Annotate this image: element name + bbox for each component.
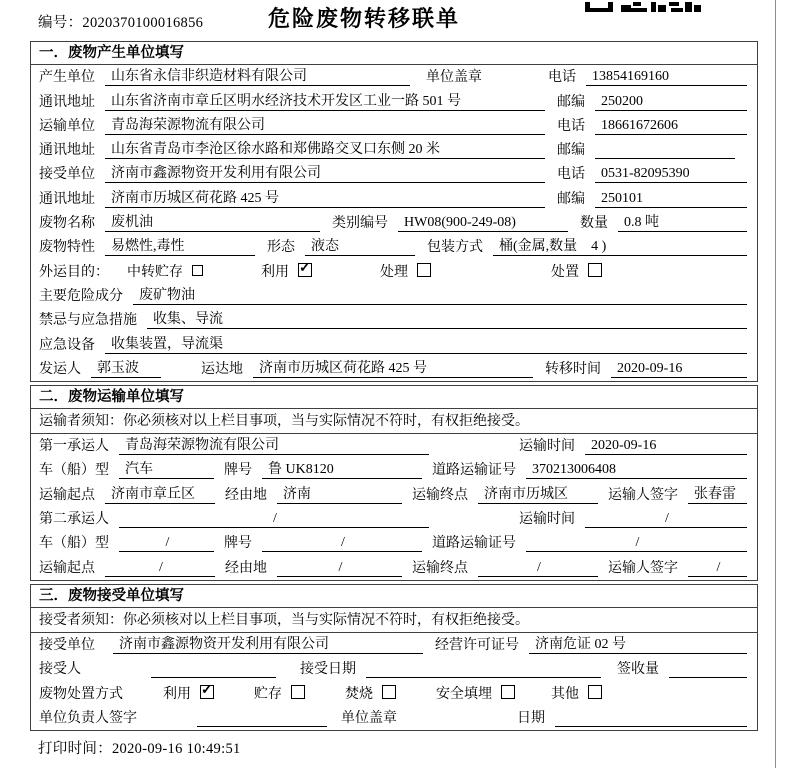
form-row <box>31 308 757 332</box>
transfer-date-label: 转移时间 <box>545 361 601 377</box>
producer-zip-value: 250200 <box>595 93 747 111</box>
received-qty-value <box>669 660 747 678</box>
second-carrier-value: / <box>119 510 429 528</box>
second-origin-value: / <box>105 559 215 577</box>
receiver-seal-label: 单位盖章 <box>341 710 397 726</box>
first-terminus-label: 运输终点 <box>412 487 468 503</box>
second-carrier-sign-value: / <box>688 559 747 577</box>
license-label: 经营许可证号 <box>435 637 519 653</box>
accept-date-label: 接受日期 <box>300 662 356 678</box>
section-producer <box>30 41 758 382</box>
document-number-label: 编号： <box>38 15 83 31</box>
form-row <box>31 235 757 259</box>
unit-seal-label: 单位盖章 <box>426 70 482 86</box>
checkbox-store-box <box>291 685 305 699</box>
first-origin-value: 济南市章丘区 <box>105 486 215 504</box>
disposal-method-label: 废物处置方式 <box>39 686 123 702</box>
transporter-unit-label: 运输单位 <box>39 118 95 134</box>
form-row <box>31 89 757 113</box>
receiver-phone-label: 电话 <box>557 167 585 183</box>
transfer-date-value: 2020-09-16 <box>611 360 747 378</box>
emergency-measures-label: 禁忌与应急措施 <box>39 313 137 329</box>
first-carrier-label: 第一承运人 <box>39 439 109 455</box>
section-title-receiver: 三．废物接受单位填写 <box>31 585 757 608</box>
print-time-label: 打印时间： <box>38 740 112 757</box>
acceptor-value <box>151 660 276 678</box>
checkbox-incinerate-box <box>382 685 396 699</box>
producer-address-label: 通讯地址 <box>39 94 95 110</box>
hazard-component-label: 主要危险成分 <box>39 288 123 304</box>
checkbox-dispose-label: 处置 <box>551 264 579 280</box>
emergency-measures-value: 收集、导流 <box>147 311 747 329</box>
receiver-address-value: 济南市历城区荷花路 425 号 <box>105 190 545 208</box>
consignor-value: 郭玉波 <box>91 360 161 378</box>
first-terminus-value: 济南市历城区 <box>478 486 598 504</box>
checkbox-treat-box <box>417 263 431 277</box>
receiver-address-label: 通讯地址 <box>39 191 95 207</box>
checkbox-utilize-disposal-box <box>200 685 214 699</box>
first-vehicle-type-label: 车（船）型 <box>39 463 109 479</box>
date-value <box>555 709 747 727</box>
form-row <box>31 633 757 657</box>
quantity-value: 0.8 吨 <box>618 214 747 232</box>
checkbox-treat-label: 处理 <box>380 264 408 280</box>
category-code-label: 类别编号 <box>332 216 388 232</box>
accept-unit-value: 济南市鑫源物资开发利用有限公司 <box>113 636 423 654</box>
form-row <box>31 284 757 308</box>
producer-unit-label: 产生单位 <box>39 70 95 86</box>
print-time <box>38 737 796 758</box>
form-row <box>31 657 757 681</box>
checkbox-store-label: 贮存 <box>254 686 282 702</box>
section-receiver <box>30 584 758 731</box>
receiver-unit-label: 接受单位 <box>39 167 95 183</box>
checkbox-landfill <box>436 683 515 703</box>
quantity-label: 数量 <box>580 216 608 232</box>
section-notice-receiver: 接受者须知：你必须核对以上栏目事项，当与实际情况不符时，有权拒绝接受。 <box>31 608 757 633</box>
second-vehicle-type-value: / <box>119 534 214 552</box>
section-title-producer: 一．废物产生单位填写 <box>31 42 757 65</box>
checkbox-other-box <box>588 685 602 699</box>
checkbox-other <box>551 683 602 703</box>
second-carrier-sign-label: 运输人签字 <box>608 560 678 576</box>
form-row <box>31 555 757 579</box>
checkbox-incinerate-label: 焚烧 <box>345 686 373 702</box>
checkbox-utilize <box>261 261 312 281</box>
page-edge-line <box>775 0 776 768</box>
responsible-sign-label: 单位负责人签字 <box>39 710 137 726</box>
checkbox-store <box>254 683 305 703</box>
receiver-zip-value: 250101 <box>595 190 747 208</box>
transfer-purpose-label: 外运目的： <box>39 264 109 280</box>
document-number-value: 2020370100016856 <box>82 15 204 31</box>
checkbox-dispose-box <box>588 263 602 277</box>
form-row <box>31 507 757 531</box>
checkbox-landfill-label: 安全填埋 <box>436 686 492 702</box>
waste-property-label: 废物特性 <box>39 240 95 256</box>
form-row <box>31 681 757 705</box>
first-plate-value: 鲁 UK8120 <box>262 461 422 479</box>
packaging-label: 包装方式 <box>427 240 483 256</box>
form-row <box>31 482 757 506</box>
section-notice-transporter: 运输者须知：你必须核对以上栏目事项，当与实际情况不符时，有权拒绝接受。 <box>31 409 757 434</box>
first-plate-label: 牌号 <box>224 463 252 479</box>
packaging-value: 桶(金属,数量 4 ) <box>493 238 747 256</box>
receiver-unit-value: 济南市鑫源物资开发利用有限公司 <box>105 165 545 183</box>
checkbox-transit-storage-box <box>192 265 203 276</box>
producer-unit-value: 山东省永信非织造材料有限公司 <box>105 68 410 86</box>
form-row <box>31 211 757 235</box>
transporter-zip-value <box>595 141 735 159</box>
transporter-address-value: 山东省青岛市李沧区徐水路和郑佛路交叉口东侧 20 米 <box>105 141 545 159</box>
form-row <box>31 531 757 555</box>
checkbox-dispose <box>551 261 602 281</box>
second-vehicle-type-label: 车（船）型 <box>39 536 109 552</box>
emergency-equipment-label: 应急设备 <box>39 337 95 353</box>
first-via-value: 济南 <box>277 486 402 504</box>
producer-zip-label: 邮编 <box>557 94 585 110</box>
form-row <box>31 706 757 730</box>
second-carrier-label: 第二承运人 <box>39 512 109 528</box>
checkbox-landfill-box <box>501 685 515 699</box>
second-origin-label: 运输起点 <box>39 560 95 576</box>
checkbox-transit-storage-label: 中转贮存 <box>127 264 183 280</box>
form-row <box>31 332 757 356</box>
second-via-value: / <box>277 559 402 577</box>
form-row <box>31 458 757 482</box>
consignor-label: 发运人 <box>39 361 81 377</box>
checkbox-utilize-label: 利用 <box>261 264 289 280</box>
second-terminus-label: 运输终点 <box>412 560 468 576</box>
hazard-component-value: 废矿物油 <box>133 287 747 305</box>
transporter-address-label: 通讯地址 <box>39 143 95 159</box>
waste-name-value: 废机油 <box>105 214 320 232</box>
form-value: 液态 <box>305 238 415 256</box>
checkbox-utilize-disposal-label: 利用 <box>163 686 191 702</box>
category-code-value: HW08(900-249-08) <box>398 214 568 232</box>
date-label: 日期 <box>517 710 545 726</box>
checkbox-treat <box>380 261 431 281</box>
second-road-permit-value: / <box>526 534 747 552</box>
document-header <box>0 0 796 38</box>
form-row <box>31 434 757 458</box>
producer-phone-label: 电话 <box>548 70 576 86</box>
form-row <box>31 357 757 381</box>
first-carrier-value: 青岛海荣源物流有限公司 <box>119 437 429 455</box>
section-title-transporter: 二．废物运输单位填写 <box>31 386 757 409</box>
transporter-phone-value: 18661672606 <box>595 117 747 135</box>
first-road-permit-value: 370213006408 <box>526 461 747 479</box>
first-vehicle-type-value: 汽车 <box>119 461 214 479</box>
form-row <box>31 162 757 186</box>
form-row <box>31 259 757 283</box>
waste-property-value: 易燃性,毒性 <box>105 238 255 256</box>
transporter-unit-value: 青岛海荣源物流有限公司 <box>105 117 545 135</box>
checkbox-utilize-disposal <box>163 683 214 703</box>
form-label: 形态 <box>267 240 295 256</box>
responsible-sign-value <box>197 709 327 727</box>
form-row <box>31 114 757 138</box>
first-transport-date-value: 2020-09-16 <box>585 437 747 455</box>
destination-label: 运达地 <box>201 361 243 377</box>
first-carrier-sign-label: 运输人签字 <box>608 487 678 503</box>
acceptor-label: 接受人 <box>39 662 81 678</box>
page-title: 危险废物转移联单 <box>267 6 460 31</box>
checkbox-transit-storage <box>127 261 203 281</box>
print-time-value: 2020-09-16 10:49:51 <box>112 740 241 757</box>
checkbox-incinerate <box>345 683 396 703</box>
received-qty-label: 签收量 <box>617 662 659 678</box>
qr-code-partial-icon <box>585 0 701 18</box>
first-road-permit-label: 道路运输证号 <box>432 463 516 479</box>
accept-unit-label: 接受单位 <box>39 637 95 653</box>
producer-address-value: 山东省济南市章丘区明水经济技术开发区工业一路 501 号 <box>105 93 545 111</box>
waste-name-label: 废物名称 <box>39 216 95 232</box>
license-value: 济南危证 02 号 <box>529 636 747 654</box>
second-plate-value: / <box>262 534 422 552</box>
second-transport-date-value: / <box>585 510 747 528</box>
accept-date-value <box>366 660 601 678</box>
second-road-permit-label: 道路运输证号 <box>432 536 516 552</box>
form-sections <box>30 41 758 731</box>
second-terminus-value: / <box>478 559 598 577</box>
transporter-zip-label: 邮编 <box>557 143 585 159</box>
emergency-equipment-value: 收集装置，导流渠 <box>105 336 747 354</box>
second-via-label: 经由地 <box>225 560 267 576</box>
form-row <box>31 186 757 210</box>
checkbox-other-label: 其他 <box>551 686 579 702</box>
second-plate-label: 牌号 <box>224 536 252 552</box>
transporter-phone-label: 电话 <box>557 118 585 134</box>
receiver-phone-value: 0531-82095390 <box>595 165 747 183</box>
first-carrier-sign-value: 张春雷 <box>688 486 747 504</box>
form-row <box>31 65 757 89</box>
receiver-zip-label: 邮编 <box>557 191 585 207</box>
destination-value: 济南市历城区荷花路 425 号 <box>253 360 533 378</box>
producer-phone-value: 13854169160 <box>586 68 747 86</box>
section-transporter <box>30 385 758 581</box>
checkbox-utilize-box <box>298 263 312 277</box>
first-transport-date-label: 运输时间 <box>519 439 575 455</box>
form-row <box>31 138 757 162</box>
first-origin-label: 运输起点 <box>39 487 95 503</box>
second-transport-date-label: 运输时间 <box>519 512 575 528</box>
first-via-label: 经由地 <box>225 487 267 503</box>
